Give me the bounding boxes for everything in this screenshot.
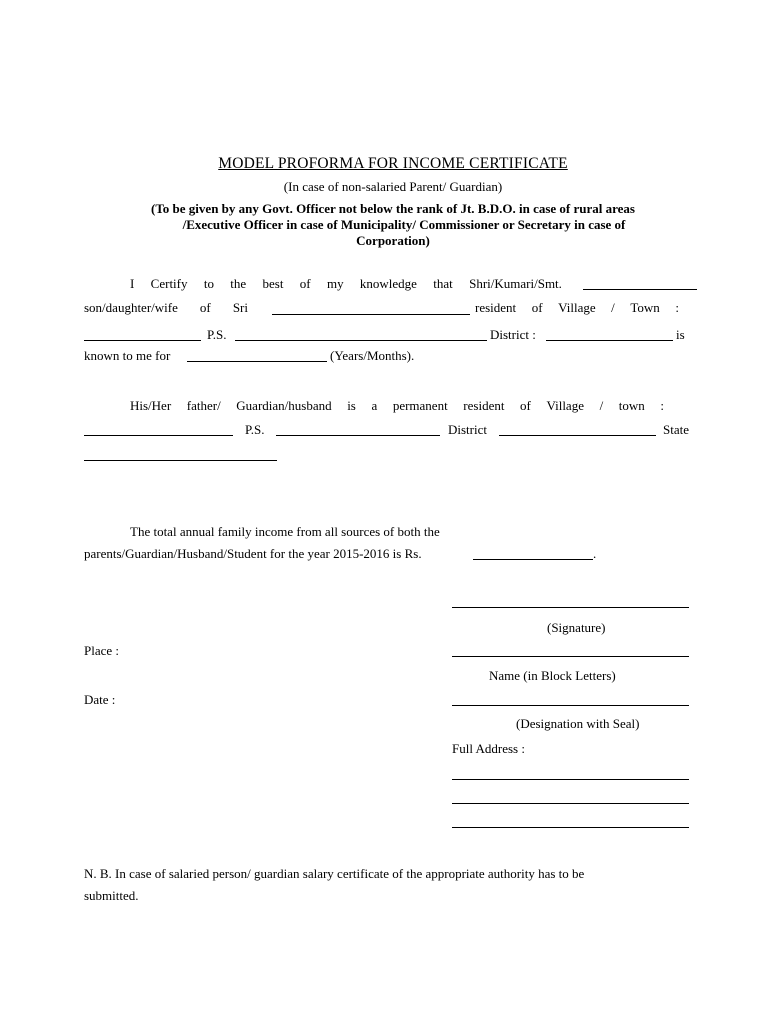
signature-label: (Signature) (547, 620, 606, 635)
word: resident (463, 398, 505, 413)
state-blank[interactable] (84, 460, 277, 461)
word: Shri/Kumari/Smt. (469, 276, 562, 291)
date-label: Date : (84, 692, 116, 707)
issuing-authority-note-line2: /Executive Officer in case of Municipality/ Commissioner or Secretary in case of (182, 217, 626, 232)
is-word: is (676, 327, 685, 342)
income-statement-line2 (84, 546, 422, 562)
address-blank-3[interactable] (452, 827, 689, 828)
issuing-authority-note-line3: Corporation) (356, 233, 430, 248)
word: : (660, 398, 664, 413)
word: Village (558, 300, 596, 315)
name-blank[interactable] (583, 289, 697, 290)
word: Village (546, 398, 584, 413)
word: the (230, 276, 247, 291)
word: I (130, 276, 135, 291)
village-town-blank[interactable] (84, 340, 201, 341)
ps-label: P.S. (207, 327, 227, 342)
word: father/ (186, 398, 221, 413)
document-title: MODEL PROFORMA FOR INCOME CERTIFICATE (218, 155, 568, 172)
place-label: Place : (84, 643, 120, 658)
word: Town (630, 300, 660, 315)
income-amount-blank[interactable] (473, 559, 593, 560)
designation-label: (Designation with Seal) (516, 716, 640, 731)
income-statement-line1: The total annual family income from all sources of both the (130, 524, 440, 539)
duration-blank[interactable] (187, 361, 327, 362)
word: of (199, 300, 211, 315)
word: knowledge (359, 276, 417, 291)
word: to (203, 276, 214, 291)
income-statement-text: parents/Guardian/Husband/Student for the year 2015-2016 is Rs. (84, 546, 422, 561)
word: town (618, 398, 645, 413)
parent-district-label: District (448, 422, 487, 437)
word: / (611, 300, 615, 315)
ps-blank[interactable] (235, 340, 487, 341)
name-signature-blank[interactable] (452, 656, 689, 657)
word: best (262, 276, 284, 291)
full-address-label: Full Address : (452, 741, 525, 756)
word: permanent (392, 398, 448, 413)
signature-blank[interactable] (452, 607, 689, 608)
word: His/Her (130, 398, 172, 413)
word: is (347, 398, 356, 413)
word: Certify (150, 276, 188, 291)
parent-village-blank[interactable] (84, 435, 233, 436)
known-label: known to me for (84, 348, 171, 363)
nb-note-line2: submitted. (84, 888, 139, 903)
certify-statement-line (130, 276, 562, 292)
parent-residence-statement (130, 398, 664, 414)
parent-ps-blank[interactable] (276, 435, 440, 436)
word: of (520, 398, 531, 413)
parent-district-blank[interactable] (499, 435, 656, 436)
years-months-label: (Years/Months). (330, 348, 415, 363)
parent-ps-label: P.S. (245, 422, 265, 437)
word: : (675, 300, 679, 315)
resident-label (475, 300, 679, 316)
relation-label (84, 300, 248, 316)
word: my (326, 276, 344, 291)
word: of (531, 300, 543, 315)
name-block-letters-label: Name (in Block Letters) (489, 668, 616, 683)
document-subtitle: (In case of non-salaried Parent/ Guardian) (283, 179, 503, 194)
word: Sri (232, 300, 248, 315)
address-blank-2[interactable] (452, 803, 689, 804)
nb-note-line1: N. B. In case of salaried person/ guardian salary certificate of the appropriate authority has to be (84, 866, 585, 881)
state-label: State (663, 422, 689, 437)
word: that (433, 276, 453, 291)
word: resident (475, 300, 517, 315)
word: a (371, 398, 378, 413)
word: of (299, 276, 311, 291)
address-blank-1[interactable] (452, 779, 689, 780)
word: / (599, 398, 604, 413)
designation-blank[interactable] (452, 705, 689, 706)
word: son/daughter/wife (84, 300, 178, 315)
word: Guardian/husband (236, 398, 332, 413)
parent-name-blank[interactable] (272, 314, 470, 315)
income-period: . (593, 546, 597, 561)
issuing-authority-note-line1: (To be given by any Govt. Officer not below the rank of Jt. B.D.O. in case of rural areas (151, 201, 635, 216)
district-blank[interactable] (546, 340, 673, 341)
district-label: District : (490, 327, 536, 342)
